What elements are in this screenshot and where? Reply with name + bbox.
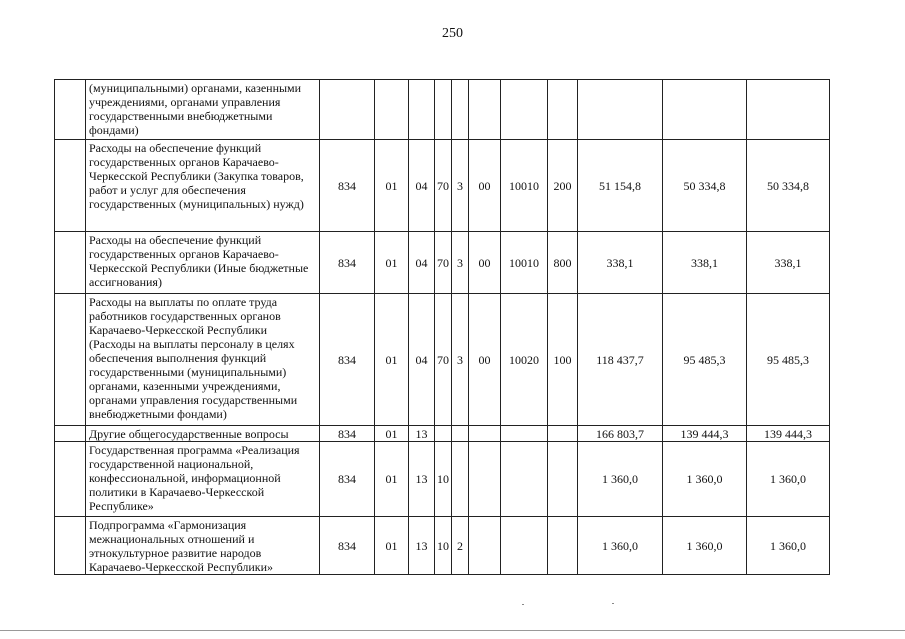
amount-cell: 1 360,0 (578, 442, 663, 517)
code-cell (320, 80, 375, 140)
amount-cell: 50 334,8 (663, 140, 747, 232)
code-cell: 834 (320, 294, 375, 426)
code-cell: 834 (320, 517, 375, 575)
code-cell: 3 (452, 232, 469, 294)
amount-cell: 139 444,3 (663, 426, 747, 442)
row-index-cell (55, 232, 86, 294)
code-cell (501, 442, 548, 517)
expense-name-cell: Подпрограмма «Гармонизация межнациональных отношений и этнокультурное развитие народов Карачаево-Черкесской Республики» (86, 517, 320, 575)
code-cell: 01 (375, 140, 409, 232)
table-row (55, 517, 830, 575)
code-cell: 00 (469, 294, 501, 426)
code-cell (435, 80, 452, 140)
table-row (55, 442, 830, 517)
code-cell: 70 (435, 140, 452, 232)
budget-table (54, 79, 830, 575)
code-cell (452, 80, 469, 140)
code-cell: 01 (375, 517, 409, 575)
code-cell: 10 (435, 517, 452, 575)
code-cell: 10010 (501, 140, 548, 232)
code-cell (375, 80, 409, 140)
code-cell (501, 426, 548, 442)
amount-cell: 1 360,0 (663, 442, 747, 517)
code-cell: 13 (409, 442, 435, 517)
code-cell (501, 80, 548, 140)
scan-speck (522, 604, 524, 605)
amount-cell: 95 485,3 (747, 294, 830, 426)
amount-cell: 338,1 (747, 232, 830, 294)
amount-cell: 338,1 (578, 232, 663, 294)
table-row (55, 80, 830, 140)
amount-cell: 1 360,0 (747, 517, 830, 575)
code-cell: 100 (548, 294, 578, 426)
code-cell: 10020 (501, 294, 548, 426)
amount-cell: 51 154,8 (578, 140, 663, 232)
code-cell: 3 (452, 140, 469, 232)
code-cell: 10010 (501, 232, 548, 294)
code-cell: 800 (548, 232, 578, 294)
code-cell: 00 (469, 232, 501, 294)
amount-cell: 1 360,0 (747, 442, 830, 517)
code-cell (469, 517, 501, 575)
code-cell: 3 (452, 294, 469, 426)
code-cell (452, 442, 469, 517)
row-index-cell (55, 80, 86, 140)
code-cell: 200 (548, 140, 578, 232)
code-cell (548, 442, 578, 517)
row-index-cell (55, 442, 86, 517)
code-cell: 13 (409, 426, 435, 442)
code-cell: 04 (409, 140, 435, 232)
amount-cell: 1 360,0 (578, 517, 663, 575)
table-row (55, 426, 830, 442)
row-index-cell (55, 426, 86, 442)
code-cell: 834 (320, 232, 375, 294)
code-cell (469, 426, 501, 442)
code-cell: 01 (375, 426, 409, 442)
amount-cell: 1 360,0 (663, 517, 747, 575)
code-cell: 01 (375, 442, 409, 517)
code-cell: 04 (409, 232, 435, 294)
code-cell: 70 (435, 294, 452, 426)
expense-name-cell: Расходы на обеспечение функций государственных органов Карачаево-Черкесской Республики (Закупка товаров, работ и услуг для обеспечения государственных (муниципальных) нужд) (86, 140, 320, 232)
amount-cell: 50 334,8 (747, 140, 830, 232)
budget-table-body (55, 80, 830, 575)
code-cell: 2 (452, 517, 469, 575)
amount-cell: 95 485,3 (663, 294, 747, 426)
expense-name-cell: Расходы на выплаты по оплате труда работников государственных органов Карачаево-Черкесской Республики (Расходы на выплаты персоналу в целях обеспечения выполнения функций государственными (муниципальными) органами, казенными учреждениями, органами управления государственными внебюджетными фондами) (86, 294, 320, 426)
code-cell (435, 426, 452, 442)
expense-name-cell: Государственная программа «Реализация государственной национальной, конфессиональной, информационной политики в Карачаево-Черкесской Республике» (86, 442, 320, 517)
page-number: 250 (442, 26, 463, 41)
amount-cell: 166 803,7 (578, 426, 663, 442)
code-cell: 01 (375, 294, 409, 426)
expense-name-cell: (муниципальными) органами, казенными учреждениями, органами управления государственными внебюджетными фондами) (86, 80, 320, 140)
amount-cell: 118 437,7 (578, 294, 663, 426)
code-cell: 834 (320, 426, 375, 442)
code-cell: 834 (320, 140, 375, 232)
amount-cell (747, 80, 830, 140)
expense-name-cell: Расходы на обеспечение функций государственных органов Карачаево-Черкесской Республики (Иные бюджетные ассигнования) (86, 232, 320, 294)
code-cell: 13 (409, 517, 435, 575)
code-cell: 00 (469, 140, 501, 232)
code-cell (548, 517, 578, 575)
page-bottom-edge (0, 630, 905, 631)
code-cell (469, 80, 501, 140)
code-cell: 834 (320, 442, 375, 517)
code-cell: 70 (435, 232, 452, 294)
amount-cell (663, 80, 747, 140)
expense-name-cell: Другие общегосударственные вопросы (86, 426, 320, 442)
scan-speck (612, 603, 614, 604)
row-index-cell (55, 517, 86, 575)
code-cell (452, 426, 469, 442)
amount-cell (578, 80, 663, 140)
table-row (55, 232, 830, 294)
code-cell (469, 442, 501, 517)
code-cell: 04 (409, 294, 435, 426)
amount-cell: 338,1 (663, 232, 747, 294)
code-cell (501, 517, 548, 575)
table-row (55, 140, 830, 232)
code-cell: 10 (435, 442, 452, 517)
row-index-cell (55, 294, 86, 426)
code-cell (409, 80, 435, 140)
code-cell: 01 (375, 232, 409, 294)
amount-cell: 139 444,3 (747, 426, 830, 442)
code-cell (548, 80, 578, 140)
table-row (55, 294, 830, 426)
code-cell (548, 426, 578, 442)
row-index-cell (55, 140, 86, 232)
